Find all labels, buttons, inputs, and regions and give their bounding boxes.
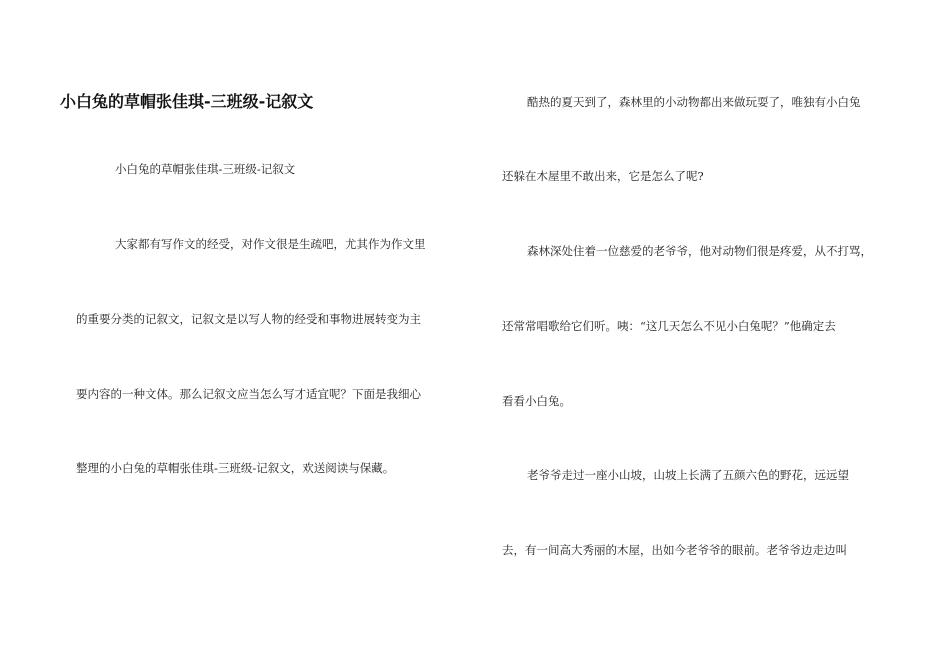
paragraph-line: 要内容的一种文体。那么记叙文应当怎么写才适宜呢？下面是我细心 (76, 387, 421, 401)
paragraph-line: 大家都有写作文的经受，对作文很是生疏吧，尤其作为作文里 (115, 237, 426, 251)
paragraph-line: 森林深处住着一位慈爱的老爷爷，他对动物们很是疼爱，从不打骂， (527, 244, 872, 258)
paragraph-line: 酷热的夏天到了，森林里的小动物都出来做玩耍了，唯独有小白兔 (527, 95, 861, 109)
subtitle-line: 小白兔的草帽张佳琪-三班级-记叙文 (115, 162, 296, 176)
paragraph-line: 还常常唱歌给它们听。咦：“这几天怎么不见小白兔呢？”他确定去 (502, 319, 836, 333)
paragraph-line: 去，有一间高大秀丽的木屋，出如今老爷爷的眼前。老爷爷边走边叫 (502, 543, 847, 557)
paragraph-line: 的重要分类的记叙文，记叙文是以写人物的经受和事物进展转变为主 (76, 312, 421, 326)
paragraph-line: 还躲在木屋里不敢出来，它是怎么了呢? (502, 169, 704, 183)
paragraph-line: 整理的小白兔的草帽张佳琪-三班级-记叙文，欢送阅读与保藏。 (76, 461, 395, 475)
paragraph-line: 老爷爷走过一座小山坡，山坡上长满了五颜六色的野花，远远望 (527, 468, 849, 482)
document-title: 小白兔的草帽张佳琪-三班级-记叙文 (60, 92, 314, 111)
paragraph-line: 看看小白兔。 (502, 394, 571, 408)
